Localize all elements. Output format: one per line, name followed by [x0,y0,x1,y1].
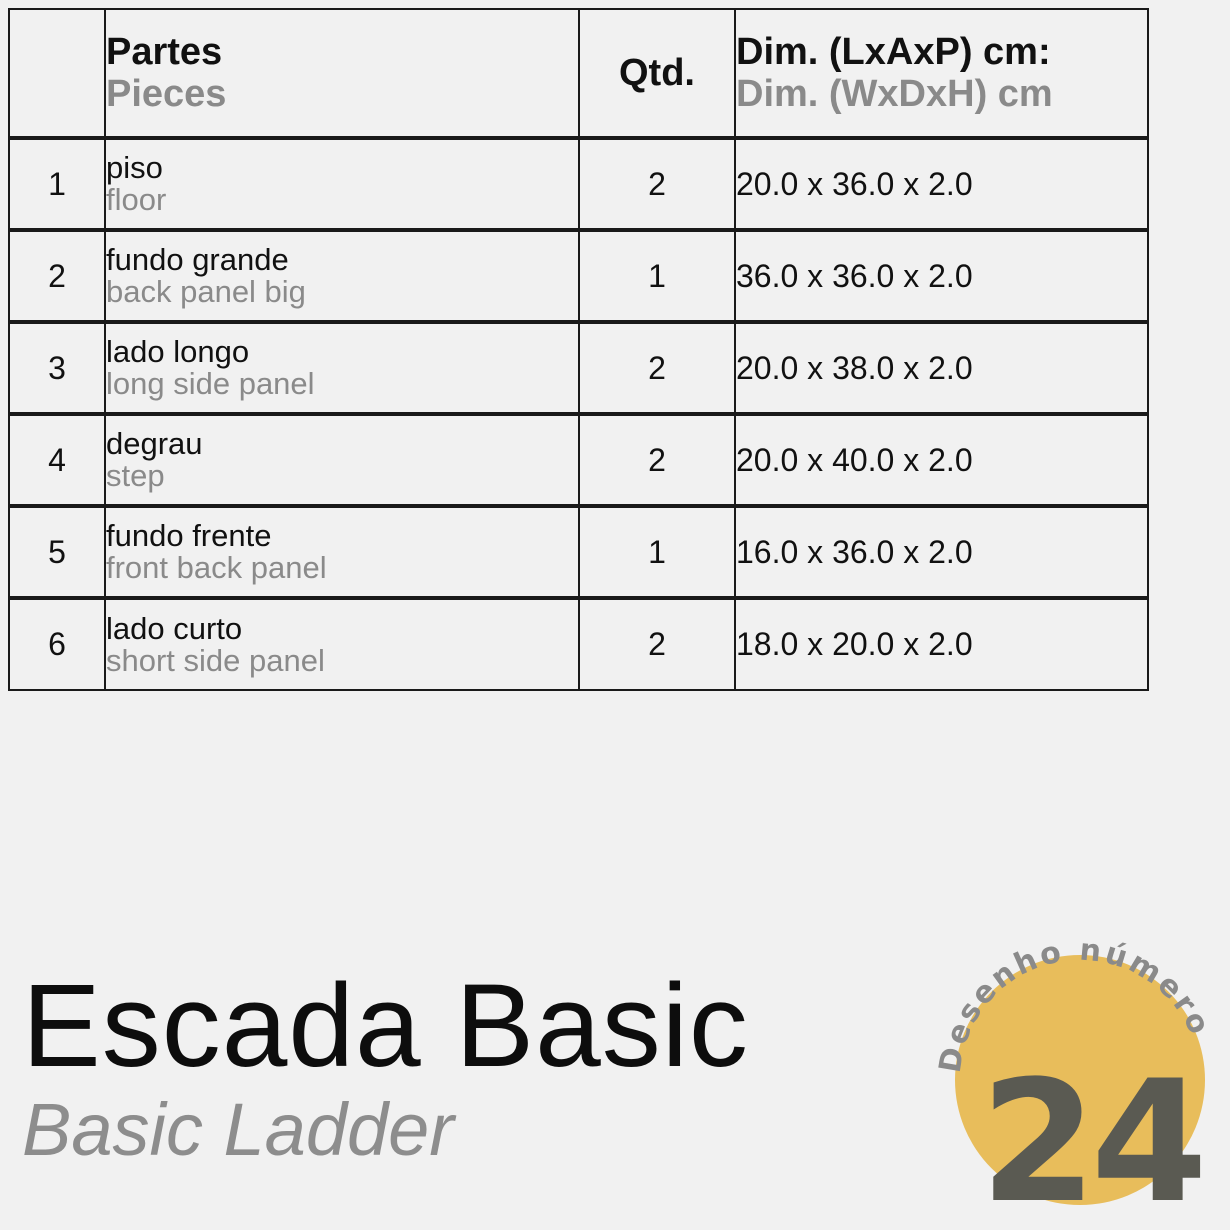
part-name-pt: lado curto [106,610,243,646]
badge-graphic [930,930,1230,1230]
row-part [105,506,579,598]
table-row [9,414,1148,506]
table-row [9,138,1148,230]
badge-arc-path-text: Desenho número [932,932,1218,1076]
table-row [9,598,1148,690]
part-name-pt: piso [106,150,163,185]
product-subtitle: Basic Ladder [22,1088,454,1171]
header-dimensions-pt: Dim. (LxAxP) cm: [736,31,1051,73]
row-quantity: 2 [579,598,735,690]
table-row [9,322,1148,414]
row-part [105,598,579,690]
badge-number: 24 [980,1044,1202,1230]
row-number: 4 [9,414,105,506]
header-dimensions [735,9,1148,138]
row-part [105,322,579,414]
part-name-en: step [106,458,165,493]
row-quantity: 2 [579,414,735,506]
part-name-en: long side panel [106,366,315,401]
header-number [9,9,105,138]
row-number: 3 [9,322,105,414]
header-pieces-en: Pieces [106,73,227,115]
parts-table [8,8,1149,691]
part-name-en: short side panel [106,642,325,678]
row-dimensions: 16.0 x 36.0 x 2.0 [735,506,1148,598]
table-header-row [9,9,1148,138]
part-name-en: floor [106,182,167,217]
row-quantity: 2 [579,138,735,230]
part-name-pt: degrau [106,426,203,461]
header-dimensions-en: Dim. (WxDxH) cm [736,73,1053,115]
part-name-pt: fundo grande [106,242,289,277]
row-dimensions: 18.0 x 20.0 x 2.0 [735,598,1148,690]
header-quantity: Qtd. [579,9,735,138]
part-name-pt: fundo frente [106,518,272,553]
table-row [9,506,1148,598]
drawing-number-badge [930,930,1230,1230]
table-row [9,230,1148,322]
row-number: 1 [9,138,105,230]
header-pieces [105,9,579,138]
row-part [105,138,579,230]
header-pieces-pt: Partes [106,31,223,73]
row-number: 2 [9,230,105,322]
row-quantity: 2 [579,322,735,414]
part-name-pt: lado longo [106,334,250,369]
row-quantity: 1 [579,506,735,598]
row-number: 5 [9,506,105,598]
row-number: 6 [9,598,105,690]
row-part [105,414,579,506]
row-dimensions: 36.0 x 36.0 x 2.0 [735,230,1148,322]
row-quantity: 1 [579,230,735,322]
row-dimensions: 20.0 x 40.0 x 2.0 [735,414,1148,506]
part-name-en: front back panel [106,550,327,585]
row-dimensions: 20.0 x 38.0 x 2.0 [735,322,1148,414]
row-dimensions: 20.0 x 36.0 x 2.0 [735,138,1148,230]
product-title: Escada Basic [22,960,749,1092]
part-name-en: back panel big [106,274,306,309]
row-part [105,230,579,322]
